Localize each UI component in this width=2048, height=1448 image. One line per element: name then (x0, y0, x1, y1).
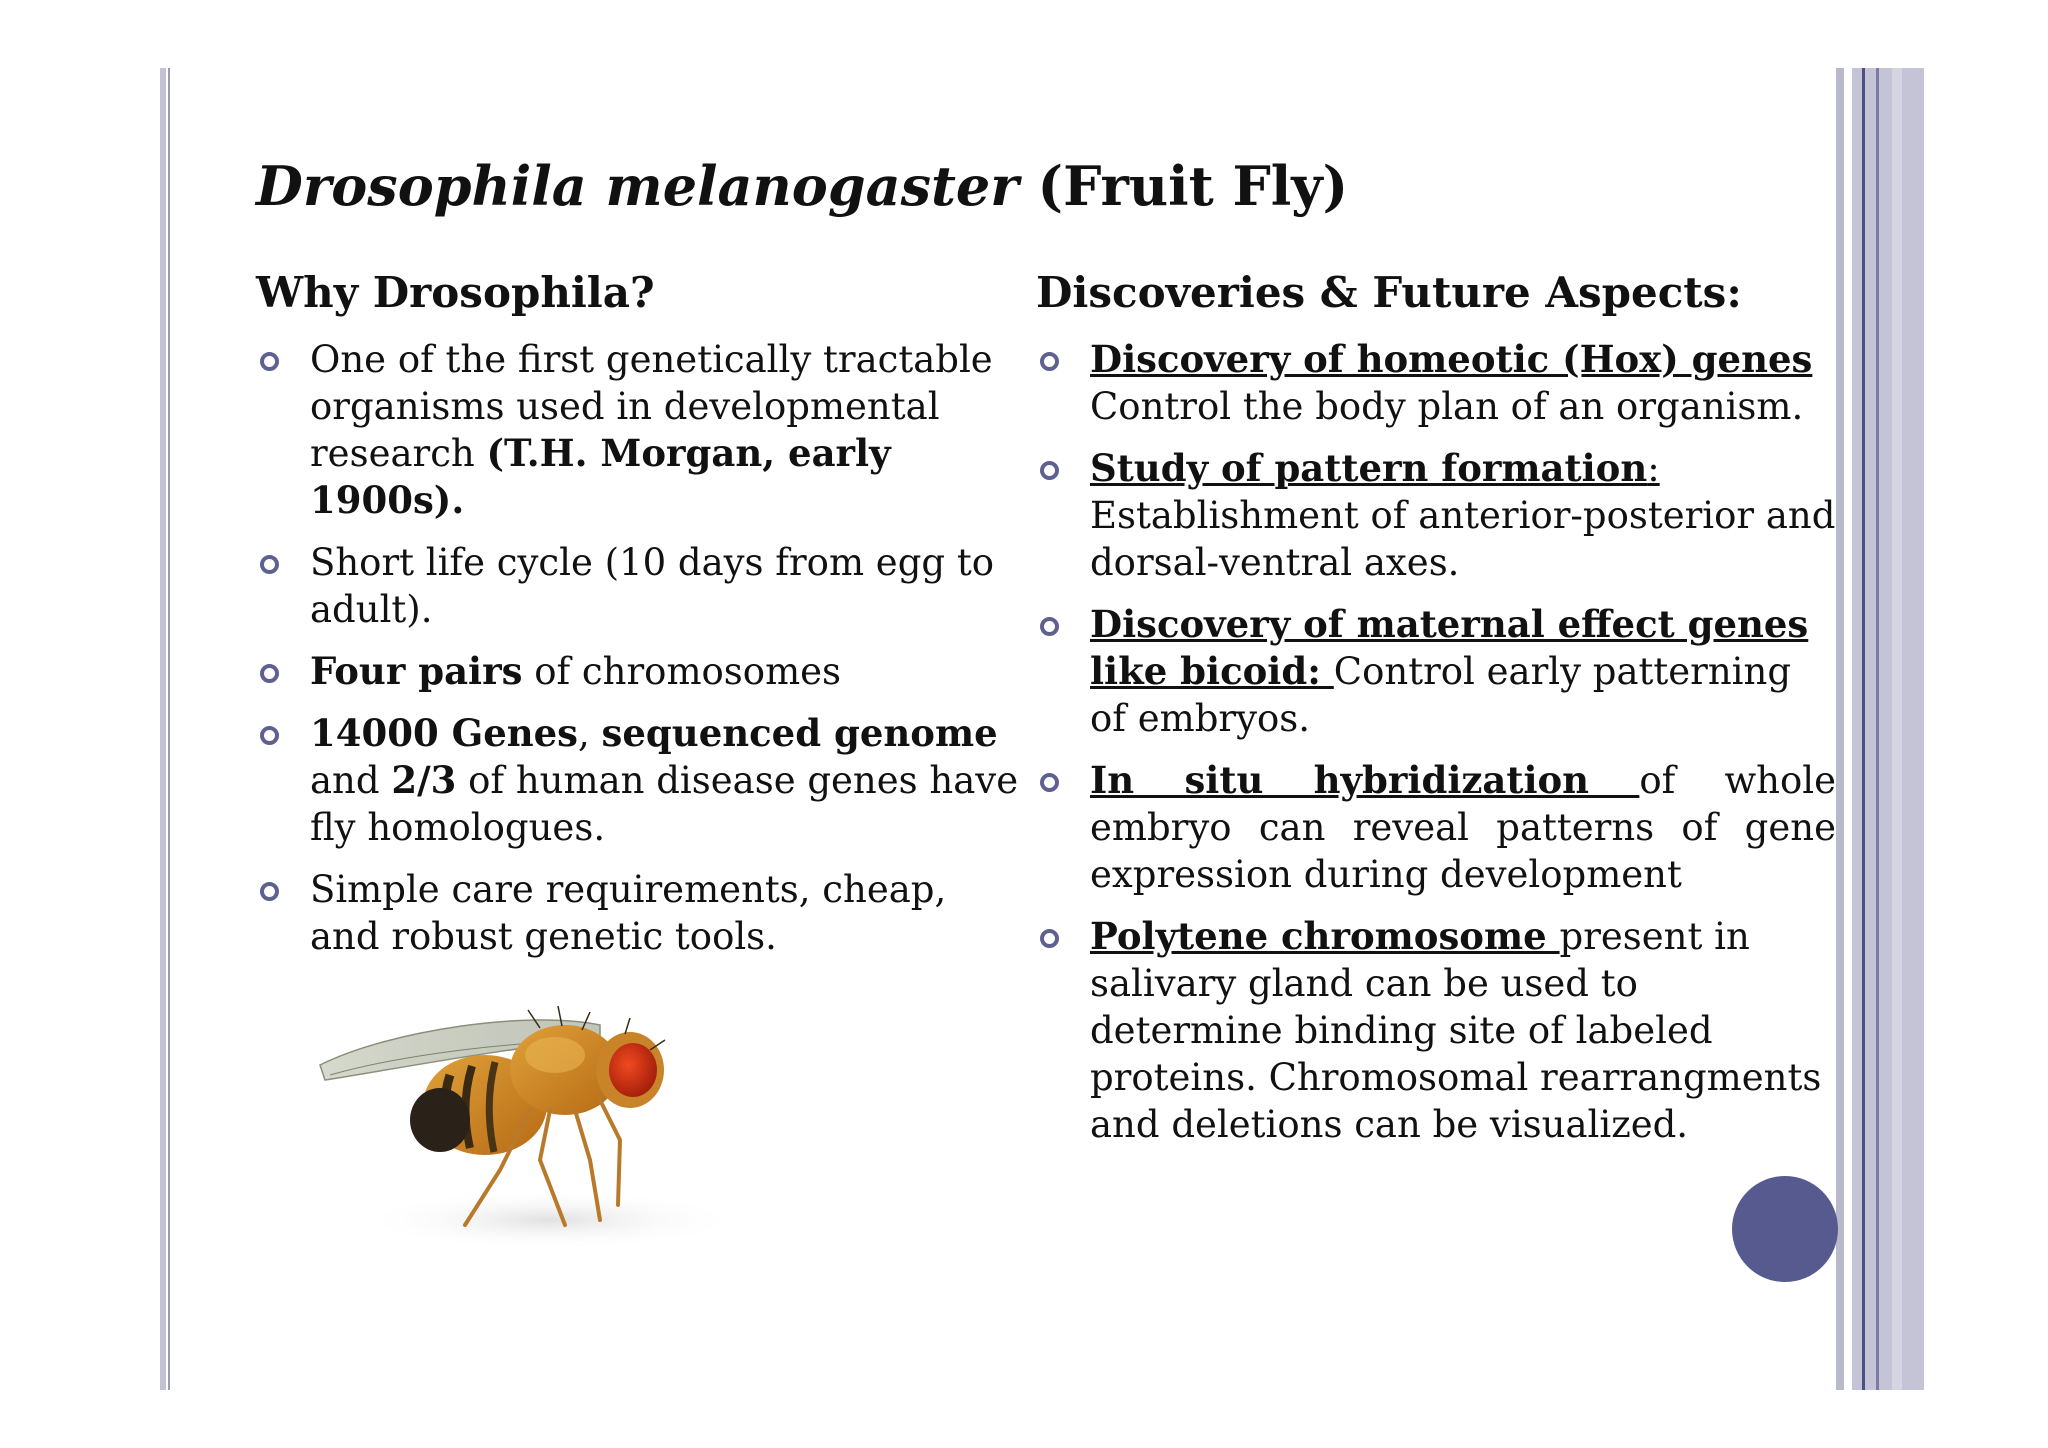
hollow-circle-bullet-icon (260, 882, 279, 901)
item-bold-text: (T.H. Morgan, early 1900s). (310, 431, 891, 522)
hollow-circle-bullet-icon (1040, 617, 1059, 636)
item-heading: Polytene chromosome (1090, 914, 1560, 958)
fruit-fly-photo (300, 970, 780, 1260)
right-frame-line (1892, 68, 1902, 1390)
item-heading: In situ hybridization (1090, 758, 1640, 802)
item-text: One of the first genetically tractable organisms used in developmental research (310, 338, 993, 475)
item-text: Establishment of anterior-posterior and dorsal-ventral axes. (1090, 494, 1836, 584)
title-species-name: Drosophila melanogaster (256, 154, 1019, 218)
title-common-name: (Fruit Fly) (1018, 154, 1349, 218)
item-text: , (578, 712, 602, 755)
decorative-circle (1732, 1176, 1838, 1282)
item-text: Control early patterning of embryos. (1090, 650, 1792, 740)
right-column-heading: Discoveries & Future Aspects: (1036, 268, 1742, 317)
item-colon: : (1647, 447, 1660, 490)
list-item (1036, 601, 1836, 742)
slide-title (256, 154, 1348, 218)
item-text: of whole embryo can reveal patterns of gene expression during development (1090, 759, 1836, 896)
right-frame-band (1836, 68, 1844, 1390)
discoveries-list (1036, 336, 1836, 1163)
why-drosophila-list (256, 336, 1026, 975)
right-frame-line (1876, 68, 1879, 1390)
list-item (256, 336, 1026, 524)
item-heading: Study of pattern formation (1090, 446, 1648, 490)
list-item (1036, 757, 1836, 898)
list-item (1036, 336, 1836, 430)
item-bold-text: Four pairs (310, 649, 523, 693)
item-text: Control the body plan of an organism. (1090, 385, 1804, 428)
left-column-heading: Why Drosophila? (256, 268, 655, 317)
hollow-circle-bullet-icon (1040, 461, 1059, 480)
hollow-circle-bullet-icon (260, 664, 279, 683)
list-item (256, 648, 1026, 695)
item-bold-text: 2/3 (391, 758, 457, 802)
hollow-circle-bullet-icon (260, 726, 279, 745)
right-frame-line (1862, 68, 1865, 1390)
list-item (1036, 445, 1836, 586)
hollow-circle-bullet-icon (1040, 352, 1059, 371)
item-bold-text: sequenced genome (601, 711, 998, 755)
item-text: and (310, 759, 392, 802)
list-item (256, 710, 1026, 851)
item-text: of human disease genes have fly homologues. (310, 759, 1019, 849)
left-frame-rule-thin (168, 68, 170, 1390)
item-text: present in salivary gland can be used to determine binding site of labeled proteins. Chromosomal rearrangments and deletions can be visualized. (1090, 915, 1822, 1146)
item-heading: Discovery of homeotic (Hox) genes (1090, 337, 1813, 381)
item-text: Simple care requirements, cheap, and robust genetic tools. (310, 868, 947, 958)
item-text: of chromosomes (522, 650, 842, 693)
item-text: Short life cycle (10 days from egg to adult). (310, 541, 994, 631)
item-bold-text: 14000 Genes (310, 711, 579, 755)
left-frame-rule (160, 68, 166, 1390)
hollow-circle-bullet-icon (260, 352, 279, 371)
list-item (256, 866, 1026, 960)
hollow-circle-bullet-icon (1040, 929, 1059, 948)
hollow-circle-bullet-icon (260, 555, 279, 574)
list-item (1036, 913, 1836, 1148)
item-heading: Discovery of maternal effect genes like bicoid: (1090, 602, 1809, 693)
hollow-circle-bullet-icon (1040, 773, 1059, 792)
list-item (256, 539, 1026, 633)
